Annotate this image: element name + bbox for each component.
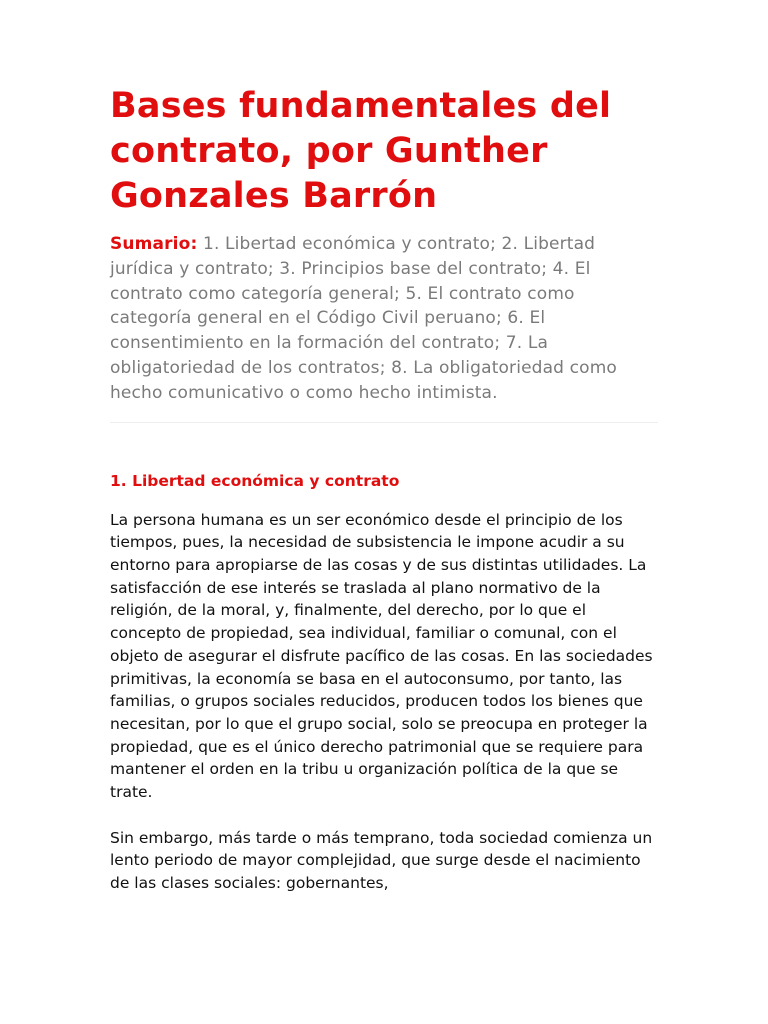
section-heading: 1. Libertad económica y contrato — [110, 471, 400, 490]
document-title: Bases fundamentales del contrato, por Gunther Gonzales Barrón — [110, 86, 612, 216]
summary-label: Sumario: — [110, 234, 198, 254]
paragraph-1: La persona humana es un ser económico desde el principio de los tiempos, pues, la necesidad de subsistencia le impone acudir a su entorno para apropiarse de las cosas y de sus distintas utilidades. La satisfacción de ese interés se traslada al plano normativo de la religión, de la moral, y, finalmente, del derecho, por lo que el concepto de propiedad, sea individual, familiar o comunal, con el objeto de asegurar el disfrute pacífico de las cosas. En las sociedades primitivas, la economía se basa en el autoconsumo, por tanto, las familias, o grupos sociales reducidos, producen todos los bienes que necesitan, por lo que el grupo social, solo se preocupa en proteger la propiedad, que es el único derecho patrimonial que se requiere para mantener el orden en la tribu u organización política de la que se trate. — [110, 510, 653, 802]
divider — [110, 422, 658, 423]
summary — [110, 232, 658, 406]
paragraph-2: Sin embargo, más tarde o más temprano, toda sociedad comienza un lento periodo de mayor complejidad, que surge desde el nacimiento de las clases sociales: gobernantes, — [110, 828, 653, 893]
summary-text: 1. Libertad económica y contrato; 2. Libertad jurídica y contrato; 3. Principios base del contrato; 4. El contrato como categoría general; 5. El contrato como categoría general en el Código Civil peruano; 6. El consentimiento en la formación del contrato; 7. La obligatoriedad de los contratos; 8. La obligatoriedad como hecho comunicativo o como hecho intimista. — [110, 234, 617, 403]
document-page — [110, 84, 658, 895]
